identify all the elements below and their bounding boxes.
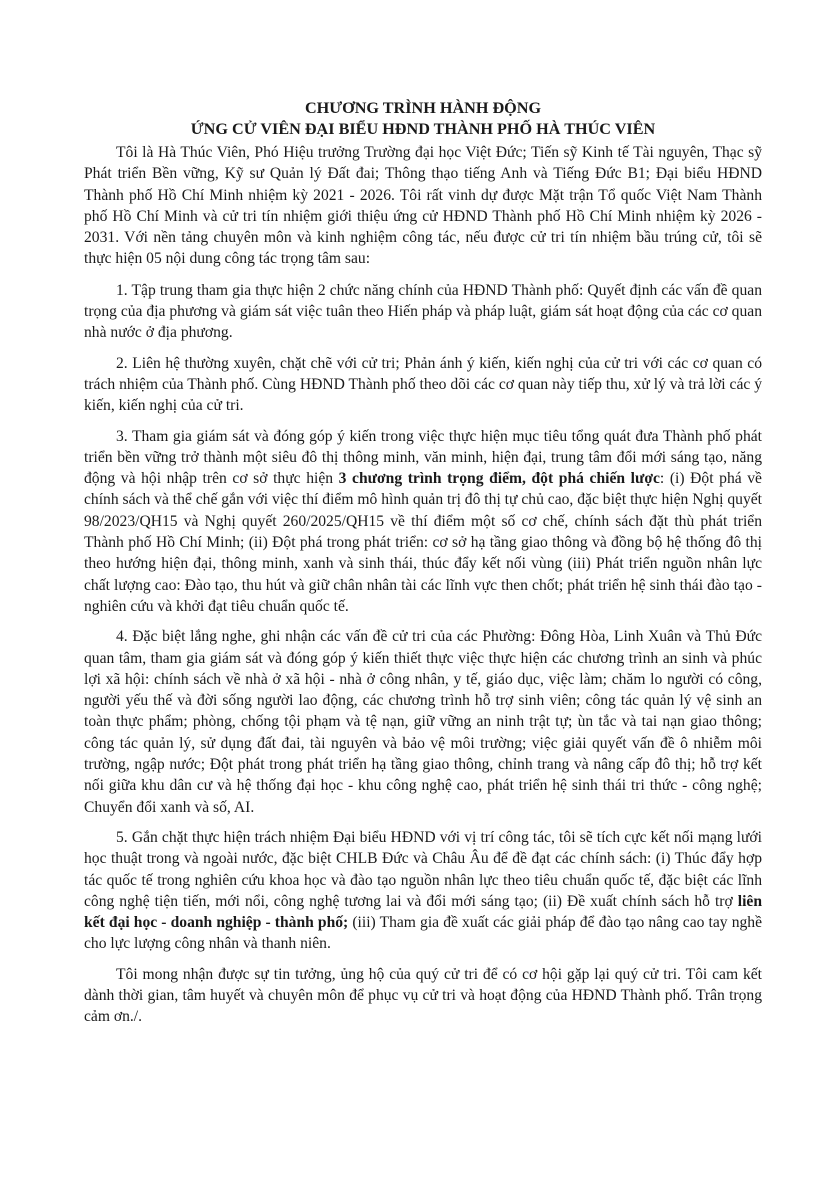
document-title-line-1: CHƯƠNG TRÌNH HÀNH ĐỘNG bbox=[304, 99, 542, 117]
program-item-5-text-start: 5. Gắn chặt thực hiện trách nhiệm Đại biểu HĐND với vị trí công tác, tôi sẽ tích cực kết nối mạng lưới học thuật trong và ngoài nước, đặc biệt CHLB Đức và Châu Âu để đề đạt các chính sách: (i) Thúc đẩy hợp tác quốc tế trong nghiên cứu khoa học và đào tạo nguồn nhân lực theo tiêu chuẩn quốc tế, đặc biệt các lĩnh công nghệ tiện tiến, mới nổi, công nghệ tương lai và đổi mới sáng tạo; (ii) Đề xuất chính sách hỗ trợ bbox=[84, 828, 762, 910]
closing-paragraph: Tôi mong nhận được sự tin tưởng, ủng hộ của quý cử tri để có cơ hội gặp lại quý cử tri. Tôi cam kết dành thời gian, tâm huyết và chuyên môn để phục vụ cử tri và hoạt động của HĐND Thành phố. Trân trọng cảm ơn./. bbox=[84, 965, 762, 1026]
program-item-3-text-start: 3. Tham gia giám sát và đóng góp ý kiến trong việc thực hiện mục tiêu tổng quát đưa Thành phố phát triển bền vững trở thành một siêu đô thị thông minh, văn minh, hiện đại, trung tâm đổi mới sáng tạo, năng động và hội nhập trên cơ sở thực hiện bbox=[84, 427, 762, 488]
program-item-3-bold-phrase: 3 chương trình trọng điểm, đột phá chiến lược bbox=[338, 470, 660, 488]
program-item-2: 2. Liên hệ thường xuyên, chặt chẽ với cử tri; Phản ánh ý kiến, kiến nghị của cử tri với các cơ quan có trách nhiệm của Thành phố. Cùng HĐND Thành phố theo dõi các cơ quan này tiếp thu, xử lý và trả lời các ý kiến, kiến nghị của cử tri. bbox=[84, 354, 762, 415]
program-item-3-text-end: : (i) Đột phá về chính sách và thể chế gắn với việc thí điểm mô hình quản trị đô thị tự chủ cao, đặc biệt thực hiện Nghị quyết 98/2023/QH15 và Nghị quyết 260/2025/QH15 về thí điểm một số cơ chế, chính sách đặt thù phát triển Thành phố Hồ Chí Minh; (ii) Đột phá trong phát triển: cơ sở hạ tầng giao thông và đồng bộ hệ thống đô thị theo hướng hiện đại, thông minh, xanh và sinh thái, thúc đẩy kết nối vùng (iii) Phát triển nguồn nhân lực chất lượng cao: Đào tạo, thu hút và giữ chân nhân tài các lĩnh vực then chốt; phát triển hệ sinh thái đào tạo - nghiên cứu và khởi đạt tiêu chuẩn quốc tế. bbox=[84, 470, 762, 615]
program-item-5 bbox=[84, 827, 762, 955]
program-item-5-text-end: (iii) Tham gia đề xuất các giải pháp để đào tạo nâng cao tay nghề cho lực lượng công nhân và thanh niên. bbox=[84, 914, 763, 953]
program-item-3 bbox=[84, 426, 762, 618]
program-item-1: 1. Tập trung tham gia thực hiện 2 chức năng chính của HĐND Thành phố: Quyết định các vấn đề quan trọng của địa phương và giám sát việc tuân theo Hiến pháp và pháp luật, giám sát hoạt động của các cơ quan nhà nước ở địa phương. bbox=[84, 281, 762, 342]
program-item-4: 4. Đặc biệt lắng nghe, ghi nhận các vấn đề cử tri của các Phường: Đông Hòa, Linh Xuân và Thủ Đức quan tâm, tham gia giám sát và đóng góp ý kiến thiết thực việc thực hiện các chương trình an sinh và phúc lợi xã hội: chính sách về nhà ở xã hội - nhà ở công nhân, y tế, giáo dục, việc làm; chăm lo người có công, người yếu thế và đời sống người lao động, các chương trình hỗ trợ sinh viên; công tác quản lý vệ sinh an toàn thực phẩm; phòng, chống tội phạm và tệ nạn, giữ vững an ninh trật tự; ùn tắc và tai nạn giao thông; công tác quản lý, sử dụng đất đai, tài nguyên và bảo vệ môi trường; việc giải quyết vấn đề ô nhiễm môi trường, ngập nước; Đột phát trong phát triển hạ tầng giao thông, chỉnh trang và nâng cấp đô thị; hỗ trợ kết nối giữa khu dân cư và hệ thống đại học - khu công nghệ cao, phát triển hệ sinh thái tri thức - công nghệ; Chuyển đổi xanh và số, AI. bbox=[84, 628, 762, 816]
intro-paragraph: Tôi là Hà Thúc Viên, Phó Hiệu trưởng Trường đại học Việt Đức; Tiến sỹ Kinh tế Tài nguyên, Thạc sỹ Phát triển Bền vững, Kỹ sư Quản lý Đất đai; Thông thạo tiếng Anh và Tiếng Đức B1; Đại biểu HĐND Thành phố Hồ Chí Minh nhiệm kỳ 2021 - 2026. Tôi rất vinh dự được Mặt trận Tổ quốc Việt Nam Thành phố Hồ Chí Minh và cử tri tín nhiệm giới thiệu ứng cử HĐND Thành phố Hồ Chí Minh nhiệm kỳ 2026 - 2031. Với nền tảng chuyên môn và kinh nghiệm công tác, nếu được cử tri tín nhiệm bầu trúng cử, tôi sẽ thực hiện 05 nội dung công tác trọng tâm sau: bbox=[84, 144, 762, 268]
document-title-line-2: ỨNG CỬ VIÊN ĐẠI BIỂU HĐND THÀNH PHỐ HÀ THÚC VIÊN bbox=[190, 120, 656, 138]
program-item-5-bold-phrase: liên kết đại học - doanh nghiệp - thành phố; bbox=[84, 892, 762, 932]
